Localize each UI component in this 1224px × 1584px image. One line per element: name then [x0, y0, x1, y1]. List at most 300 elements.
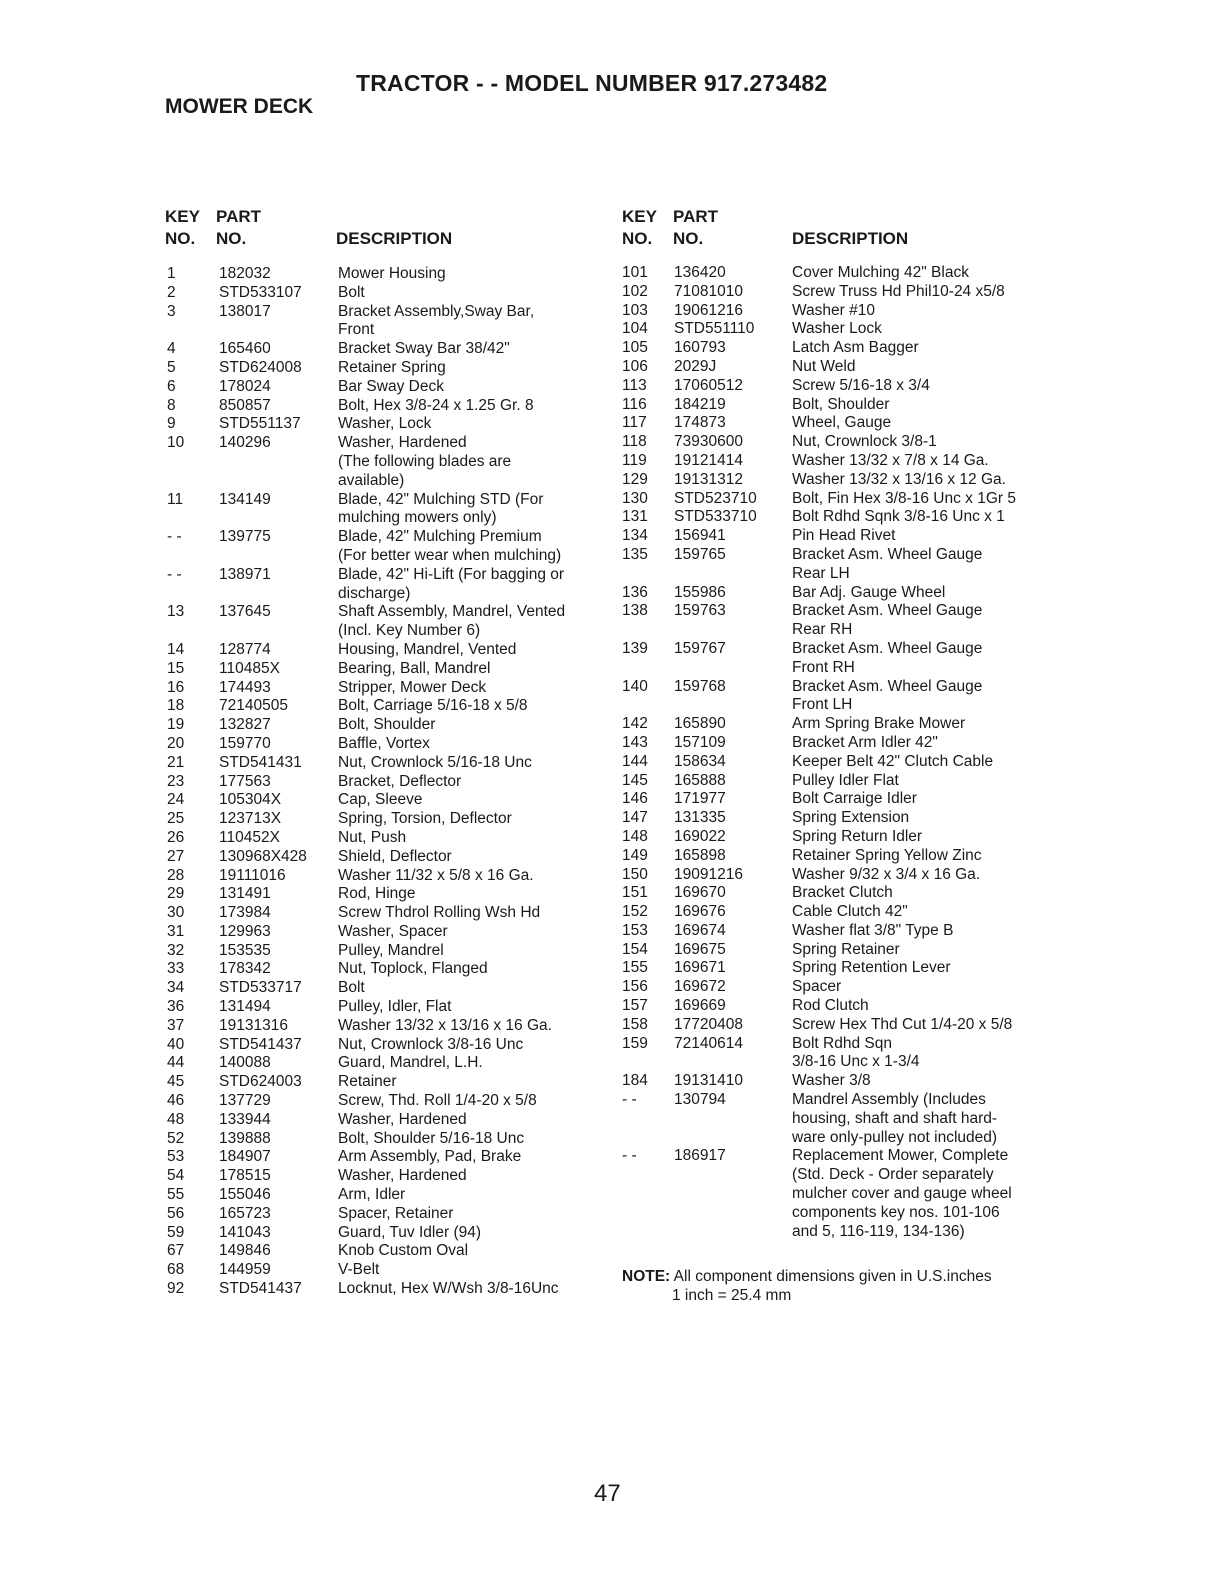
part-description — [792, 790, 1057, 809]
description-line: Bracket Asm. Wheel Gauge — [792, 639, 983, 657]
part-number: 123713X — [219, 810, 282, 828]
part-number: STD551137 — [219, 415, 301, 433]
part-number: STD523710 — [674, 489, 757, 507]
table-row — [622, 1035, 1057, 1073]
table-row — [622, 809, 1057, 828]
key-number: 154 — [622, 940, 648, 958]
table-row — [622, 1072, 1057, 1091]
table-row — [622, 828, 1057, 847]
table-row — [622, 997, 1057, 1016]
note — [622, 1267, 992, 1305]
description-line: Bolt Carraige Idler — [792, 790, 917, 808]
key-number: 151 — [622, 884, 648, 902]
part-number: 139775 — [219, 528, 271, 546]
description-line: Washer #10 — [792, 301, 875, 319]
part-number: 184219 — [674, 395, 726, 413]
description-line: discharge) — [338, 584, 411, 602]
table-row — [622, 1091, 1057, 1147]
key-number: - - — [167, 528, 182, 546]
part-number: 165890 — [674, 715, 726, 733]
description-line: Screw, Thd. Roll 1/4-20 x 5/8 — [338, 1092, 537, 1110]
table-row — [167, 697, 608, 716]
table-row — [622, 640, 1057, 678]
part-number: 173984 — [219, 904, 271, 922]
table-row — [622, 884, 1057, 903]
table-row — [167, 960, 608, 979]
table-row — [622, 339, 1057, 358]
table-row — [622, 527, 1057, 546]
part-description — [338, 415, 608, 434]
table-row — [167, 1224, 608, 1243]
key-number: 2 — [167, 283, 176, 301]
description-line: Washer 13/32 x 13/16 x 16 Ga. — [338, 1016, 552, 1034]
table-row — [622, 490, 1057, 509]
part-number: STD624003 — [219, 1073, 302, 1091]
part-number: 137645 — [219, 603, 271, 621]
key-number: 116 — [622, 395, 647, 413]
part-number: 73930600 — [674, 433, 743, 451]
key-number: 59 — [167, 1223, 185, 1241]
description-line: (Std. Deck - Order separately — [792, 1166, 994, 1184]
part-number: 159767 — [674, 639, 726, 657]
part-number: 137729 — [219, 1092, 271, 1110]
note-label: NOTE: — [622, 1268, 671, 1285]
part-number: 153535 — [219, 941, 271, 959]
part-number: 178342 — [219, 960, 271, 978]
part-number: 169670 — [674, 884, 726, 902]
description-line: Bracket Asm. Wheel Gauge — [792, 677, 983, 695]
part-description — [338, 434, 608, 490]
description-line: (For better wear when mulching) — [338, 546, 562, 564]
part-number: 131494 — [219, 998, 271, 1016]
part-number: 165898 — [674, 846, 726, 864]
table-row — [167, 566, 608, 604]
part-description — [338, 1280, 608, 1299]
table-row — [622, 546, 1057, 584]
part-description — [792, 903, 1057, 922]
description-line: Bar Sway Deck — [338, 377, 444, 395]
description-line: Mandrel Assembly (Includes — [792, 1091, 986, 1109]
key-number: 10 — [167, 434, 185, 452]
key-number: 156 — [622, 978, 648, 996]
table-row — [622, 734, 1057, 753]
table-row — [622, 471, 1057, 490]
key-number: 55 — [167, 1186, 185, 1204]
description-line: Bolt Rdhd Sqn — [792, 1034, 892, 1052]
description-line: Rod, Hinge — [338, 885, 416, 903]
table-row — [167, 491, 608, 529]
part-number: 149846 — [219, 1242, 271, 1260]
part-number: 157109 — [674, 733, 726, 751]
description-line: Wheel, Gauge — [792, 414, 892, 432]
table-row — [622, 602, 1057, 640]
part-number: 155986 — [674, 583, 726, 601]
key-number: 36 — [167, 998, 185, 1016]
table-row — [167, 528, 608, 566]
table-row — [622, 753, 1057, 772]
table-row — [167, 848, 608, 867]
table-row — [622, 508, 1057, 527]
description-line: Bracket Assembly,Sway Bar, — [338, 302, 535, 320]
part-description — [338, 923, 608, 942]
part-description — [792, 884, 1057, 903]
description-line: Knob Custom Oval — [338, 1242, 469, 1260]
header-key-no: KEY NO. — [165, 207, 200, 248]
description-line: Washer 3/8 — [792, 1072, 871, 1090]
description-line: Spacer — [792, 978, 842, 996]
table-row — [622, 715, 1057, 734]
part-number: 72140505 — [219, 697, 288, 715]
part-number: 110485X — [219, 659, 280, 677]
description-line: Baffle, Vortex — [338, 734, 430, 752]
part-number: 159763 — [674, 602, 726, 620]
key-number: 46 — [167, 1092, 185, 1110]
description-line: (Incl. Key Number 6) — [338, 622, 481, 640]
description-line: Bolt, Carriage 5/16-18 x 5/8 — [338, 697, 528, 715]
description-line: Cover Mulching 42" Black — [792, 264, 969, 281]
table-row — [622, 922, 1057, 941]
part-description — [338, 660, 608, 679]
part-number: 130968X428 — [219, 847, 307, 865]
part-number: 141043 — [219, 1223, 271, 1241]
part-description — [792, 452, 1057, 471]
table-row — [167, 1205, 608, 1224]
table-row — [167, 378, 608, 397]
key-number: 138 — [622, 602, 648, 620]
table-row — [167, 1186, 608, 1205]
part-number: 105304X — [219, 791, 282, 809]
part-description — [338, 979, 608, 998]
description-line: Bracket Asm. Wheel Gauge — [792, 602, 983, 620]
table-row — [167, 1073, 608, 1092]
part-description — [792, 1147, 1057, 1241]
description-line: Pin Head Rivet — [792, 527, 896, 545]
table-row — [167, 867, 608, 886]
part-description — [338, 679, 608, 698]
table-row — [622, 903, 1057, 922]
part-description — [338, 1054, 608, 1073]
part-description — [338, 848, 608, 867]
description-line: Retainer Spring — [338, 358, 446, 376]
part-description — [792, 978, 1057, 997]
table-row — [167, 265, 608, 284]
header-key-no-right: KEY NO. — [622, 207, 657, 248]
part-description — [338, 773, 608, 792]
table-row — [622, 264, 1057, 283]
key-number: 30 — [167, 904, 185, 922]
key-number: 102 — [622, 282, 648, 300]
table-row — [167, 603, 608, 641]
key-number: 32 — [167, 941, 185, 959]
description-line: Retainer — [338, 1073, 397, 1091]
description-line: Stripper, Mower Deck — [338, 678, 487, 696]
table-row — [167, 679, 608, 698]
part-description — [338, 810, 608, 829]
note-text: All component dimensions given in U.S.inches — [673, 1268, 992, 1285]
key-number: 14 — [167, 640, 185, 658]
table-row — [622, 1147, 1057, 1241]
part-number: 184907 — [219, 1148, 271, 1166]
description-line: Nut, Crownlock 5/16-18 Unc — [338, 753, 532, 771]
table-row — [622, 414, 1057, 433]
part-description — [792, 471, 1057, 490]
part-description — [338, 1167, 608, 1186]
part-number: STD541437 — [219, 1280, 302, 1298]
key-number: 130 — [622, 489, 648, 507]
key-number: 159 — [622, 1034, 648, 1052]
part-description — [338, 1224, 608, 1243]
part-description — [792, 414, 1057, 433]
part-number: 110452X — [219, 828, 280, 846]
key-number: 101 — [622, 264, 648, 281]
part-number: 160793 — [674, 339, 726, 357]
description-line: Washer 13/32 x 7/8 x 14 Ga. — [792, 451, 989, 469]
part-description — [338, 566, 608, 604]
key-number: 37 — [167, 1016, 185, 1034]
part-description — [792, 847, 1057, 866]
part-number: 178024 — [219, 377, 271, 395]
description-line: Keeper Belt 42" Clutch Cable — [792, 752, 994, 770]
part-number: 19111016 — [219, 866, 286, 884]
part-description — [338, 716, 608, 735]
part-number: STD533107 — [219, 283, 302, 301]
part-number: 17060512 — [674, 376, 743, 394]
description-line: Washer flat 3/8" Type B — [792, 921, 954, 939]
part-number: 138017 — [219, 302, 271, 320]
key-number: - - — [167, 565, 182, 583]
key-number: 27 — [167, 847, 185, 865]
description-line: Rear RH — [792, 621, 853, 639]
key-number: 184 — [622, 1072, 648, 1090]
key-number: 68 — [167, 1261, 185, 1279]
part-description — [792, 715, 1057, 734]
part-number: 159770 — [219, 734, 271, 752]
table-row — [167, 340, 608, 359]
description-line: Front — [338, 321, 375, 339]
description-line: Bracket Clutch — [792, 884, 893, 902]
description-line: Blade, 42" Hi-Lift (For bagging or — [338, 565, 565, 583]
part-description — [792, 396, 1057, 415]
key-number: 105 — [622, 339, 648, 357]
table-row — [167, 303, 608, 341]
part-description — [338, 528, 608, 566]
part-number: 165723 — [219, 1204, 271, 1222]
key-number: 113 — [622, 376, 647, 394]
part-description — [338, 998, 608, 1017]
part-description — [792, 734, 1057, 753]
part-number: 19131312 — [674, 470, 743, 488]
description-line: Screw Hex Thd Cut 1/4-20 x 5/8 — [792, 1015, 1013, 1033]
part-number: STD541437 — [219, 1035, 302, 1053]
part-description — [338, 1186, 608, 1205]
description-line: Washer, Spacer — [338, 922, 448, 940]
part-description — [338, 265, 608, 284]
key-number: 15 — [167, 659, 185, 677]
description-line: available) — [338, 471, 405, 489]
part-description — [338, 284, 608, 303]
key-number: 1 — [167, 265, 176, 282]
part-description — [792, 339, 1057, 358]
description-line: Bracket Arm Idler 42" — [792, 733, 938, 751]
part-number: STD533717 — [219, 979, 302, 997]
key-number: 135 — [622, 545, 648, 563]
table-row — [167, 1054, 608, 1073]
part-number: 156941 — [674, 527, 726, 545]
part-number: 159768 — [674, 677, 726, 695]
part-number: 186917 — [674, 1147, 726, 1165]
table-row — [167, 1036, 608, 1055]
key-number: 21 — [167, 753, 185, 771]
key-number: 142 — [622, 715, 648, 733]
key-number: 153 — [622, 921, 648, 939]
description-line: Latch Asm Bagger — [792, 339, 919, 357]
part-number: 169675 — [674, 940, 726, 958]
description-line: Bolt — [338, 979, 365, 997]
description-line: Spring Retainer — [792, 940, 900, 958]
part-description — [338, 397, 608, 416]
description-line: Replacement Mower, Complete — [792, 1147, 1009, 1165]
description-line: Spring Extension — [792, 809, 910, 827]
key-number: 19 — [167, 716, 185, 734]
table-row — [167, 904, 608, 923]
description-line: Washer 9/32 x 3/4 x 16 Ga. — [792, 865, 981, 883]
table-row — [167, 415, 608, 434]
part-description — [792, 1072, 1057, 1091]
part-number: 850857 — [219, 396, 271, 414]
table-row — [622, 452, 1057, 471]
part-number: 169022 — [674, 827, 726, 845]
part-description — [338, 359, 608, 378]
description-line: housing, shaft and shaft hard- — [792, 1109, 998, 1127]
description-line: Pulley, Idler, Flat — [338, 998, 452, 1016]
key-number: 4 — [167, 340, 176, 358]
table-row — [167, 773, 608, 792]
description-line: Arm Spring Brake Mower — [792, 715, 966, 733]
description-line: Bolt Rdhd Sqnk 3/8-16 Unc x 1 — [792, 508, 1005, 526]
part-number: 19091216 — [674, 865, 743, 883]
key-number: 26 — [167, 828, 185, 846]
part-number: 19061216 — [674, 301, 743, 319]
description-line: mulching mowers only) — [338, 509, 497, 527]
key-number: 152 — [622, 903, 648, 921]
part-number: 139888 — [219, 1129, 271, 1147]
part-description — [338, 1017, 608, 1036]
part-number: 132827 — [219, 716, 271, 734]
part-number: 169674 — [674, 921, 726, 939]
part-number: 174493 — [219, 678, 271, 696]
part-description — [792, 508, 1057, 527]
description-line: Bolt, Hex 3/8-24 x 1.25 Gr. 8 — [338, 396, 534, 414]
description-line: Screw Truss Hd Phil10-24 x5/8 — [792, 282, 1005, 300]
description-line: Bar Adj. Gauge Wheel — [792, 583, 946, 601]
key-number: 24 — [167, 791, 185, 809]
key-number: 119 — [622, 451, 647, 469]
table-row — [167, 1130, 608, 1149]
part-description — [338, 340, 608, 359]
description-line: Washer, Lock — [338, 415, 432, 433]
part-description — [792, 433, 1057, 452]
key-number: 158 — [622, 1015, 648, 1033]
description-line: Front LH — [792, 696, 853, 714]
part-number: 169672 — [674, 978, 726, 996]
description-line: Washer, Hardened — [338, 1167, 467, 1185]
key-number: 56 — [167, 1204, 185, 1222]
page-number: 47 — [594, 1480, 621, 1507]
part-description — [338, 791, 608, 810]
part-number: 128774 — [219, 640, 271, 658]
key-number: 52 — [167, 1129, 185, 1147]
key-number: 5 — [167, 358, 176, 376]
description-line: Guard, Tuv Idler (94) — [338, 1223, 482, 1241]
description-line: Nut, Push — [338, 828, 407, 846]
part-number: 177563 — [219, 772, 271, 790]
part-description — [338, 960, 608, 979]
key-number: 48 — [167, 1110, 185, 1128]
part-number: 19121414 — [674, 451, 743, 469]
part-number: STD541431 — [219, 753, 302, 771]
key-number: 25 — [167, 810, 185, 828]
table-row — [167, 641, 608, 660]
part-description — [338, 1130, 608, 1149]
key-number: 129 — [622, 470, 648, 488]
table-row — [167, 434, 608, 490]
table-row — [622, 320, 1057, 339]
table-row — [622, 790, 1057, 809]
description-line: Arm, Idler — [338, 1186, 406, 1204]
part-description — [338, 303, 608, 341]
part-description — [338, 885, 608, 904]
part-number: 138971 — [219, 565, 271, 583]
part-description — [338, 1092, 608, 1111]
key-number: 16 — [167, 678, 185, 696]
description-line: Locknut, Hex W/Wsh 3/8-16Unc — [338, 1280, 559, 1298]
part-description — [792, 377, 1057, 396]
part-number: 134149 — [219, 490, 271, 508]
part-description — [338, 904, 608, 923]
description-line: Bracket Asm. Wheel Gauge — [792, 545, 983, 563]
key-number: 6 — [167, 377, 176, 395]
part-number: 140088 — [219, 1054, 271, 1072]
table-row — [167, 1111, 608, 1130]
part-description — [792, 1091, 1057, 1147]
table-row — [622, 584, 1057, 603]
key-number: 20 — [167, 734, 185, 752]
table-row — [167, 1167, 608, 1186]
parts-list-left — [167, 265, 608, 1299]
table-row — [622, 377, 1057, 396]
description-line: Blade, 42" Mulching STD (For — [338, 490, 544, 508]
description-line: Screw 5/16-18 x 3/4 — [792, 376, 930, 394]
table-row — [622, 283, 1057, 302]
part-description — [338, 641, 608, 660]
part-description — [792, 1016, 1057, 1035]
part-description — [338, 1111, 608, 1130]
description-line: Spacer, Retainer — [338, 1204, 454, 1222]
table-row — [167, 791, 608, 810]
description-line: Bracket Sway Bar 38/42" — [338, 340, 510, 358]
part-description — [338, 942, 608, 961]
part-description — [792, 959, 1057, 978]
key-number: 44 — [167, 1054, 185, 1072]
part-description — [338, 1073, 608, 1092]
table-row — [167, 716, 608, 735]
description-line: Shield, Deflector — [338, 847, 452, 865]
part-description — [338, 1205, 608, 1224]
table-row — [622, 978, 1057, 997]
table-row — [167, 810, 608, 829]
key-number: 157 — [622, 997, 648, 1015]
description-line: Nut Weld — [792, 357, 856, 375]
